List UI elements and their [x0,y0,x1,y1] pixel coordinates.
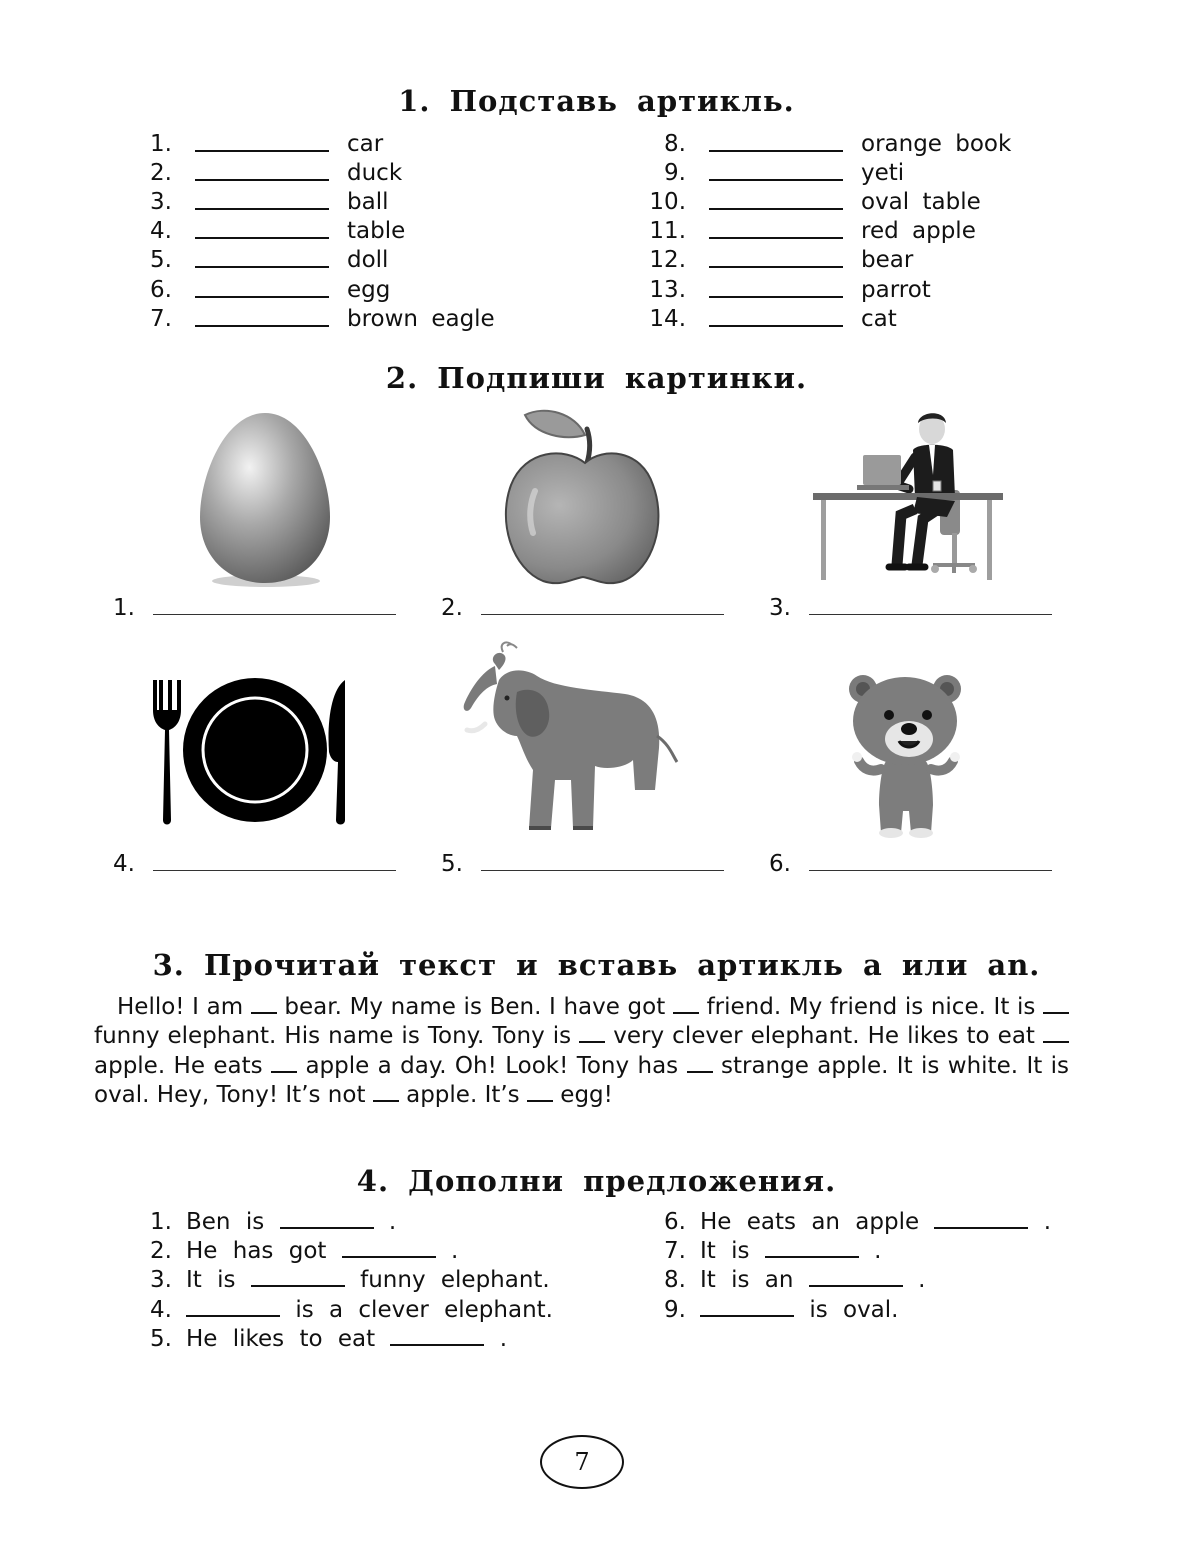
answer-blank[interactable] [195,266,329,268]
sentence-start: He eats an apple [700,1209,920,1235]
elephant-icon [455,640,685,835]
apple-icon [495,405,670,590]
sentence-start: He likes to eat [186,1326,376,1352]
sentence-start: It is [700,1238,750,1264]
sentence-start: It is an [700,1267,794,1293]
item-number: 12. [649,247,686,273]
text-segment: Hello! I am [117,994,244,1020]
answer-blank[interactable] [809,870,1052,871]
item-number: 4. [150,218,172,244]
sentence-start: It is [186,1267,236,1293]
sentence-item [150,1237,458,1266]
answer-blank[interactable] [709,296,843,298]
sentence-item [664,1208,1051,1237]
item-number: 8. [664,131,686,157]
article-blank[interactable] [1043,1039,1069,1043]
text-segment: apple. It’s [406,1082,520,1109]
item-word: table [347,218,406,244]
sentence-end: . [499,1326,508,1352]
article-blank[interactable] [271,1069,297,1073]
item-number: 2. [150,1238,172,1264]
article-blank[interactable] [251,1010,277,1014]
sentence-end: . [918,1267,926,1293]
picture-number: 4. [113,851,135,877]
text-segment: apple. He eats [94,1052,263,1079]
item-word: doll [347,247,389,273]
item-number: 9. [664,1297,686,1323]
teddy-bear-icon [845,665,970,845]
sentence-item [664,1266,925,1295]
sentence-item [664,1296,898,1325]
item-number: 1. [150,131,172,157]
text-segment: friend. My friend is nice. It is [706,994,1036,1020]
item-number: 13. [649,277,686,303]
answer-blank[interactable] [709,325,843,327]
sentence-item [150,1208,396,1237]
item-number: 6. [664,1209,686,1235]
item-number: 3. [150,1267,172,1293]
sentence-item [664,1237,881,1266]
sentence-end: . [1043,1209,1052,1235]
answer-blank[interactable] [251,1283,345,1287]
exercise-3-title: 3. Прочитай текст и вставь артикль a или an. [152,948,1041,982]
item-word: duck [347,160,403,186]
article-blank[interactable] [373,1098,399,1102]
sentence-end: funny elephant. [360,1267,550,1293]
item-word: parrot [861,277,931,303]
sentence-end: is oval. [809,1297,899,1323]
answer-blank[interactable] [709,179,843,181]
item-number: 10. [649,189,686,215]
answer-blank[interactable] [342,1254,436,1258]
exercise-1-title: 1. Подставь артикль. [398,84,795,118]
answer-blank[interactable] [195,208,329,210]
item-number: 3. [150,189,172,215]
sentence-end: . [874,1238,882,1264]
answer-blank[interactable] [195,325,329,327]
item-word: egg [347,277,391,303]
item-word: cat [861,306,897,332]
exercise-4-title: 4. Дополни предложения. [356,1164,837,1198]
article-blank[interactable] [687,1069,713,1073]
answer-blank[interactable] [195,237,329,239]
article-blank[interactable] [1043,1010,1069,1014]
item-number: 5. [150,1326,172,1352]
picture-number: 6. [769,851,791,877]
text-segment: bear. My name is Ben. I have got [284,994,666,1020]
answer-blank[interactable] [390,1342,484,1346]
reading-text [94,993,1069,1111]
answer-blank[interactable] [709,208,843,210]
answer-blank[interactable] [765,1254,859,1258]
answer-blank[interactable] [934,1225,1028,1229]
answer-blank[interactable] [195,296,329,298]
answer-blank[interactable] [195,150,329,152]
answer-blank[interactable] [280,1225,374,1229]
article-blank[interactable] [527,1098,553,1102]
item-number: 5. [150,247,172,273]
item-number: 7. [150,306,172,332]
item-number: 14. [649,306,686,332]
sentence-item [150,1266,550,1295]
answer-blank[interactable] [809,1283,903,1287]
item-number: 2. [150,160,172,186]
item-word: yeti [861,160,905,186]
picture-number: 5. [441,851,463,877]
answer-blank[interactable] [709,237,843,239]
answer-blank[interactable] [195,179,329,181]
item-number: 11. [649,218,686,244]
item-number: 9. [664,160,686,186]
article-blank[interactable] [673,1010,699,1014]
picture-number: 1. [113,595,135,621]
picture-number: 2. [441,595,463,621]
sentence-end: . [388,1209,397,1235]
answer-blank[interactable] [153,614,396,615]
picture-number: 3. [769,595,791,621]
answer-blank[interactable] [809,614,1052,615]
answer-blank[interactable] [481,614,724,615]
item-word: orange book [861,131,1012,157]
sentence-item [150,1296,553,1325]
office-worker-icon [805,405,1010,585]
answer-blank[interactable] [709,150,843,152]
plate-fork-knife-icon [145,672,360,832]
answer-blank[interactable] [481,870,724,871]
item-number: 7. [664,1238,686,1264]
egg-icon [180,405,350,590]
sentence-start: Ben is [186,1209,265,1235]
item-word: red apple [861,218,976,244]
item-number: 8. [664,1267,686,1293]
page-number: 7 [540,1435,624,1489]
answer-blank[interactable] [153,870,396,871]
sentence-start: He has got [186,1238,327,1264]
sentence-end: is a clever elephant. [295,1297,553,1323]
text-segment: egg! [560,1082,613,1109]
answer-blank[interactable] [186,1313,280,1317]
item-word: brown eagle [347,306,495,332]
item-number: 6. [150,277,172,303]
sentence-item [150,1325,507,1354]
text-segment: funny elephant. His name is Tony. Tony is [94,1023,572,1050]
item-word: oval table [861,189,981,215]
item-word: car [347,131,384,157]
article-blank[interactable] [579,1039,605,1043]
text-segment: apple a day. Oh! Look! Tony has [305,1052,679,1079]
answer-blank[interactable] [709,266,843,268]
sentence-end: . [451,1238,459,1264]
text-segment: very clever elephant. He likes to eat [613,1023,1035,1050]
item-word: ball [347,189,389,215]
text-segment: strange apple. It is white. It is oval. Hey, Tony! It’s not [94,1052,1070,1109]
answer-blank[interactable] [700,1313,794,1317]
exercise-2-title: 2. Подпиши картинки. [385,361,808,395]
item-number: 4. [150,1297,172,1323]
item-number: 1. [150,1209,172,1235]
item-word: bear [861,247,914,273]
